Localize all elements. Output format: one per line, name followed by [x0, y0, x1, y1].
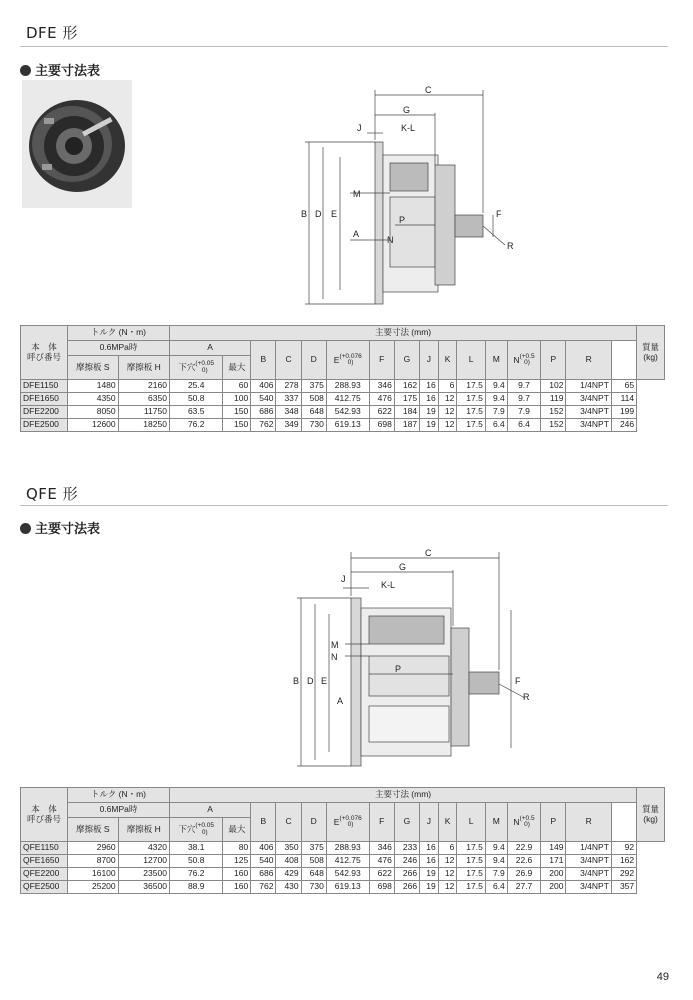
bullet-icon	[20, 65, 31, 76]
col-pressure: 0.6MPa時	[68, 803, 170, 818]
col-mass: 質量 (kg)	[637, 788, 665, 842]
table-cell: 246	[611, 419, 636, 432]
table-cell: 350	[276, 842, 301, 855]
table-cell: 16	[420, 380, 439, 393]
table-cell: 16100	[68, 868, 119, 881]
col-k: K	[438, 803, 457, 842]
table-cell: 346	[369, 380, 394, 393]
table-cell: 6.4	[485, 419, 507, 432]
col-p: P	[541, 341, 566, 380]
table-cell: 3/4NPT	[566, 393, 611, 406]
bullet-icon	[20, 523, 31, 534]
table-cell: 2160	[118, 380, 169, 393]
table-cell: 19	[420, 868, 439, 881]
dfe-label-p: P	[399, 215, 406, 225]
table-cell: 266	[394, 881, 419, 894]
table-cell: 3/4NPT	[566, 419, 611, 432]
col-g: G	[394, 341, 419, 380]
qfe-label-g: G	[399, 562, 407, 572]
table-cell-model: DFE2500	[21, 419, 68, 432]
table-cell: 357	[611, 881, 636, 894]
table-cell: 730	[301, 881, 326, 894]
table-cell: 17.5	[457, 868, 485, 881]
table-cell: 698	[369, 419, 394, 432]
table-cell: 3/4NPT	[566, 881, 611, 894]
table-cell: 187	[394, 419, 419, 432]
table-cell: 18250	[118, 419, 169, 432]
dfe-section-title: DFE 形	[26, 24, 78, 42]
table-cell: 80	[223, 842, 251, 855]
table-cell: 152	[541, 406, 566, 419]
dfe-dimension-drawing	[295, 85, 525, 310]
table-cell: 4320	[118, 842, 169, 855]
table-cell: 8050	[68, 406, 119, 419]
table-cell: 12	[438, 393, 457, 406]
table-cell: 430	[276, 881, 301, 894]
table-cell: 200	[541, 881, 566, 894]
table-cell-model: QFE1150	[21, 842, 68, 855]
table-cell: 12	[438, 881, 457, 894]
col-d: D	[301, 803, 326, 842]
table-cell: 26.9	[507, 868, 540, 881]
table-cell: 12600	[68, 419, 119, 432]
table-cell: 12	[438, 868, 457, 881]
qfe-label-b: B	[293, 676, 300, 686]
table-cell: 25200	[68, 881, 119, 894]
col-c: C	[276, 341, 301, 380]
table-cell: 199	[611, 406, 636, 419]
table-cell: 76.2	[169, 419, 223, 432]
col-g: G	[394, 803, 419, 842]
qfe-label-d: D	[307, 676, 314, 686]
col-r: R	[566, 341, 611, 380]
qfe-label-c: C	[425, 548, 432, 558]
table-cell: 7.9	[485, 868, 507, 881]
qfe-subtitle	[20, 518, 100, 537]
table-row	[21, 881, 665, 894]
table-cell: 175	[394, 393, 419, 406]
table-cell: 19	[420, 881, 439, 894]
dfe-label-f: F	[496, 209, 502, 219]
table-cell: 88.9	[169, 881, 223, 894]
table-cell: 619.13	[326, 419, 369, 432]
col-c: C	[276, 803, 301, 842]
table-cell: 233	[394, 842, 419, 855]
table-cell: 6.4	[507, 419, 540, 432]
col-a-hole: 下穴(+0.05 0)	[169, 818, 223, 842]
table-cell: 17.5	[457, 881, 485, 894]
col-torque: トルク (N・m)	[68, 788, 170, 803]
col-m: M	[485, 803, 507, 842]
qfe-label-n: N	[331, 652, 338, 662]
col-b: B	[251, 803, 276, 842]
table-cell-model: DFE1150	[21, 380, 68, 393]
table-cell: 76.2	[169, 868, 223, 881]
table-cell: 288.93	[326, 380, 369, 393]
dfe-product-photo	[22, 80, 132, 208]
table-cell: 6	[438, 842, 457, 855]
table-cell: 25.4	[169, 380, 223, 393]
table-cell: 17.5	[457, 855, 485, 868]
table-cell: 337	[276, 393, 301, 406]
table-cell: 698	[369, 881, 394, 894]
table-cell: 686	[251, 868, 276, 881]
col-e: E(+0.076 0)	[326, 341, 369, 380]
table-row	[21, 868, 665, 881]
qfe-label-f: F	[515, 676, 521, 686]
col-dims: 主要寸法 (mm)	[169, 326, 636, 341]
table-cell-model: QFE1650	[21, 855, 68, 868]
qfe-subtitle-text: 主要寸法表	[35, 522, 101, 537]
table-cell: 278	[276, 380, 301, 393]
table-cell: 17.5	[457, 406, 485, 419]
col-dims: 主要寸法 (mm)	[169, 788, 636, 803]
table-cell: 476	[369, 393, 394, 406]
table-cell: 162	[611, 855, 636, 868]
table-cell: 1/4NPT	[566, 380, 611, 393]
table-cell: 160	[223, 881, 251, 894]
col-p: P	[541, 803, 566, 842]
table-cell: 348	[276, 406, 301, 419]
table-cell: 3/4NPT	[566, 406, 611, 419]
table-cell: 6350	[118, 393, 169, 406]
table-cell: 408	[276, 855, 301, 868]
col-mass: 質量 (kg)	[637, 326, 665, 380]
table-cell: 406	[251, 842, 276, 855]
dfe-label-r: R	[507, 241, 514, 251]
table-cell: 648	[301, 868, 326, 881]
table-cell: 346	[369, 842, 394, 855]
dfe-label-j: J	[357, 123, 362, 133]
table-cell: 171	[541, 855, 566, 868]
table-cell: 1480	[68, 380, 119, 393]
dfe-label-e: E	[331, 209, 338, 219]
table-cell: 8700	[68, 855, 119, 868]
table-cell: 17.5	[457, 380, 485, 393]
table-cell: 476	[369, 855, 394, 868]
col-s: 摩擦板 S	[68, 818, 119, 842]
table-cell: 246	[394, 855, 419, 868]
dfe-label-g: G	[403, 105, 411, 115]
qfe-label-r: R	[523, 692, 530, 702]
dfe-subtitle-text: 主要寸法表	[35, 64, 101, 79]
table-cell: 288.93	[326, 842, 369, 855]
table-row	[21, 380, 665, 393]
col-n: N(+0.5 0)	[507, 803, 540, 842]
table-cell: 3/4NPT	[566, 868, 611, 881]
col-f: F	[369, 803, 394, 842]
table-cell: 12	[438, 406, 457, 419]
table-row	[21, 393, 665, 406]
dfe-label-d: D	[315, 209, 322, 219]
table-cell: 22.6	[507, 855, 540, 868]
table-cell: 119	[541, 393, 566, 406]
col-d: D	[301, 341, 326, 380]
col-a: A	[169, 341, 250, 356]
table-cell: 375	[301, 380, 326, 393]
table-cell: 9.7	[507, 380, 540, 393]
table-cell: 540	[251, 393, 276, 406]
table-cell: 100	[223, 393, 251, 406]
col-j: J	[420, 341, 439, 380]
table-cell: 1/4NPT	[566, 842, 611, 855]
table-cell: 266	[394, 868, 419, 881]
table-cell: 349	[276, 419, 301, 432]
table-cell: 292	[611, 868, 636, 881]
table-row	[21, 406, 665, 419]
qfe-label-m: M	[331, 640, 339, 650]
table-cell: 184	[394, 406, 419, 419]
table-cell: 508	[301, 393, 326, 406]
table-cell: 412.75	[326, 855, 369, 868]
dfe-label-c: C	[425, 85, 432, 95]
col-r: R	[566, 803, 611, 842]
table-cell: 160	[223, 868, 251, 881]
table-cell: 11750	[118, 406, 169, 419]
qfe-dimension-drawing	[285, 548, 545, 773]
table-row	[21, 855, 665, 868]
table-cell: 2960	[68, 842, 119, 855]
dfe-label-b: B	[301, 209, 308, 219]
table-cell: 429	[276, 868, 301, 881]
table-cell: 542.93	[326, 406, 369, 419]
col-a-max: 最大	[223, 356, 251, 380]
table-cell-model: QFE2500	[21, 881, 68, 894]
table-cell: 762	[251, 419, 276, 432]
table-cell: 730	[301, 419, 326, 432]
page-number: 49	[656, 971, 669, 983]
col-pressure: 0.6MPa時	[68, 341, 170, 356]
col-l: L	[457, 803, 485, 842]
table-cell: 92	[611, 842, 636, 855]
col-h: 摩擦板 H	[118, 356, 169, 380]
table-cell: 150	[223, 406, 251, 419]
table-cell: 17.5	[457, 419, 485, 432]
dfe-title-rule	[20, 46, 668, 47]
col-e: E(+0.076 0)	[326, 803, 369, 842]
col-j: J	[420, 803, 439, 842]
table-cell: 4350	[68, 393, 119, 406]
col-model: 本 体 呼び番号	[21, 326, 68, 380]
table-row	[21, 419, 665, 432]
table-cell: 542.93	[326, 868, 369, 881]
table-cell: 50.8	[169, 393, 223, 406]
col-a-max: 最大	[223, 818, 251, 842]
table-cell: 6	[438, 380, 457, 393]
table-cell: 375	[301, 842, 326, 855]
table-cell: 19	[420, 406, 439, 419]
table-cell: 150	[223, 419, 251, 432]
table-cell: 619.13	[326, 881, 369, 894]
table-cell: 36500	[118, 881, 169, 894]
table-cell: 686	[251, 406, 276, 419]
dfe-label-kl: K-L	[401, 123, 416, 133]
table-cell: 6.4	[485, 881, 507, 894]
table-cell: 200	[541, 868, 566, 881]
table-cell: 27.7	[507, 881, 540, 894]
table-cell: 17.5	[457, 842, 485, 855]
table-cell: 149	[541, 842, 566, 855]
table-cell: 16	[420, 393, 439, 406]
col-s: 摩擦板 S	[68, 356, 119, 380]
table-cell: 762	[251, 881, 276, 894]
table-cell: 12700	[118, 855, 169, 868]
col-model: 本 体 呼び番号	[21, 788, 68, 842]
qfe-label-kl: K-L	[381, 580, 396, 590]
table-cell: 23500	[118, 868, 169, 881]
table-cell: 12	[438, 855, 457, 868]
table-cell: 9.4	[485, 842, 507, 855]
table-cell: 9.4	[485, 855, 507, 868]
col-k: K	[438, 341, 457, 380]
qfe-title-rule	[20, 505, 668, 506]
dfe-label-a: A	[353, 229, 360, 239]
qfe-section-title: QFE 形	[26, 485, 79, 503]
qfe-label-a: A	[337, 696, 344, 706]
col-h: 摩擦板 H	[118, 818, 169, 842]
table-cell: 9.4	[485, 393, 507, 406]
table-cell: 648	[301, 406, 326, 419]
table-cell: 17.5	[457, 393, 485, 406]
table-cell: 622	[369, 406, 394, 419]
col-torque: トルク (N・m)	[68, 326, 170, 341]
col-b: B	[251, 341, 276, 380]
table-cell: 622	[369, 868, 394, 881]
table-cell: 16	[420, 855, 439, 868]
table-cell: 114	[611, 393, 636, 406]
table-cell: 38.1	[169, 842, 223, 855]
table-cell: 540	[251, 855, 276, 868]
table-cell: 12	[438, 419, 457, 432]
dfe-spec-table	[20, 325, 665, 432]
col-l: L	[457, 341, 485, 380]
table-row	[21, 842, 665, 855]
table-cell: 7.9	[485, 406, 507, 419]
table-cell: 406	[251, 380, 276, 393]
table-cell: 162	[394, 380, 419, 393]
table-cell: 125	[223, 855, 251, 868]
col-f: F	[369, 341, 394, 380]
qfe-label-j: J	[341, 574, 346, 584]
table-cell: 412.75	[326, 393, 369, 406]
qfe-label-p: P	[395, 664, 402, 674]
table-cell: 152	[541, 419, 566, 432]
table-cell-model: DFE1650	[21, 393, 68, 406]
table-cell: 7.9	[507, 406, 540, 419]
table-cell: 63.5	[169, 406, 223, 419]
qfe-spec-table	[20, 787, 665, 894]
table-cell: 65	[611, 380, 636, 393]
table-cell: 22.9	[507, 842, 540, 855]
table-cell: 16	[420, 842, 439, 855]
table-cell: 9.4	[485, 380, 507, 393]
dfe-subtitle	[20, 60, 100, 79]
table-cell: 60	[223, 380, 251, 393]
table-cell: 508	[301, 855, 326, 868]
col-m: M	[485, 341, 507, 380]
table-cell-model: DFE2200	[21, 406, 68, 419]
table-cell-model: QFE2200	[21, 868, 68, 881]
table-cell: 50.8	[169, 855, 223, 868]
table-cell: 102	[541, 380, 566, 393]
qfe-label-e: E	[321, 676, 328, 686]
col-a-hole: 下穴(+0.05 0)	[169, 356, 223, 380]
col-a: A	[169, 803, 250, 818]
table-cell: 3/4NPT	[566, 855, 611, 868]
dfe-label-n: N	[387, 235, 394, 245]
dfe-label-m: M	[353, 189, 361, 199]
table-cell: 9.7	[507, 393, 540, 406]
table-cell: 19	[420, 419, 439, 432]
col-n: N(+0.5 0)	[507, 341, 540, 380]
